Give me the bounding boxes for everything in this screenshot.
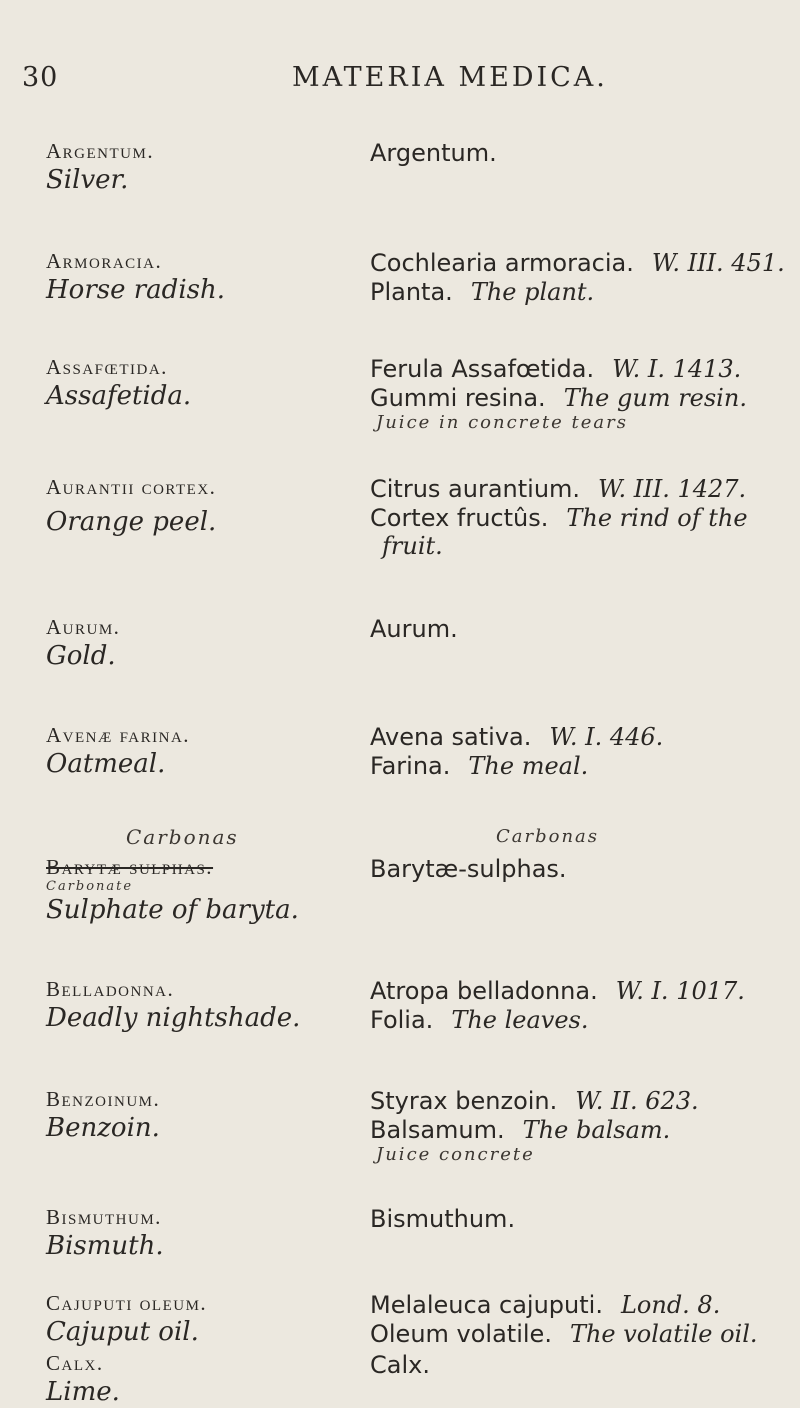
part-latin: Farina. bbox=[370, 752, 451, 780]
source-name: Avena sativa. bbox=[370, 723, 532, 751]
entry-right-column bbox=[370, 1290, 790, 1348]
english-name: Silver. bbox=[46, 165, 129, 195]
entry-right-column bbox=[370, 1086, 790, 1166]
entry-right-column bbox=[370, 1204, 790, 1234]
officinal-name: Belladonna. bbox=[46, 977, 175, 1001]
source-name: Citrus aurantium. bbox=[370, 475, 581, 503]
part-line bbox=[370, 384, 790, 412]
source-name: Barytæ-sulphas. bbox=[370, 855, 567, 883]
entry-left-column bbox=[46, 1350, 336, 1376]
part-line bbox=[370, 752, 790, 780]
entry-right-column bbox=[370, 976, 790, 1034]
english-name: Assafetida. bbox=[46, 381, 192, 411]
reference: W. III. 451. bbox=[651, 249, 785, 277]
source-name: Argentum. bbox=[370, 139, 497, 167]
part-english: The volatile oil. bbox=[569, 1320, 758, 1348]
entry-left-column bbox=[46, 354, 336, 412]
reference: W. III. 1427. bbox=[598, 475, 747, 503]
english-name: Deadly nightshade. bbox=[46, 1003, 301, 1033]
part-english: The leaves. bbox=[451, 1006, 589, 1034]
english-name: Oatmeal. bbox=[46, 749, 166, 779]
reference: W. I. 446. bbox=[549, 723, 664, 751]
officinal-name: Bismuthum. bbox=[46, 1205, 162, 1229]
handwritten-correction-right: Carbonas bbox=[496, 826, 600, 847]
reference: W. I. 1017. bbox=[615, 977, 745, 1005]
page-header bbox=[0, 62, 800, 102]
handwritten-note: Juice in concrete tears bbox=[376, 412, 629, 433]
source-line bbox=[370, 474, 790, 504]
english-name: Sulphate of baryta. bbox=[46, 895, 299, 925]
entry-right-column bbox=[370, 138, 790, 168]
entry-left-column bbox=[46, 976, 336, 1034]
part-latin: Cortex fructûs. bbox=[370, 504, 549, 532]
entry-left-column bbox=[46, 826, 336, 926]
reference: Lond. 8. bbox=[620, 1291, 721, 1319]
part-english-continued: fruit. bbox=[382, 532, 443, 560]
source-name: Ferula Assafœtida. bbox=[370, 355, 595, 383]
entry-right-column bbox=[370, 474, 790, 560]
part-english: The balsam. bbox=[522, 1116, 671, 1144]
source-line bbox=[370, 248, 790, 278]
entry-left-column bbox=[46, 722, 336, 780]
handwritten-correction-under: Carbonate bbox=[46, 879, 134, 894]
entry-left-column bbox=[46, 474, 336, 538]
part-latin: Planta. bbox=[370, 278, 453, 306]
officinal-name: Calx. bbox=[46, 1351, 104, 1375]
part-line bbox=[370, 504, 790, 532]
source-name: Aurum. bbox=[370, 615, 458, 643]
source-name: Bismuthum. bbox=[370, 1205, 516, 1233]
entry-right-column bbox=[370, 826, 790, 884]
handwritten-note: Juice concrete bbox=[376, 1144, 535, 1165]
part-latin: Oleum volatile. bbox=[370, 1320, 552, 1348]
english-name: Cajuput oil. bbox=[46, 1317, 199, 1347]
source-line bbox=[370, 976, 790, 1006]
english-name: Orange peel. bbox=[46, 507, 217, 537]
source-line bbox=[370, 354, 790, 384]
running-title: MATERIA MEDICA. bbox=[292, 62, 608, 93]
part-latin: Balsamum. bbox=[370, 1116, 505, 1144]
officinal-name: Cajuputi oleum. bbox=[46, 1291, 208, 1315]
officinal-name: Armoracia. bbox=[46, 249, 163, 273]
source-line bbox=[370, 722, 790, 752]
entry-left-column bbox=[46, 1290, 336, 1348]
officinal-name: Benzoinum. bbox=[46, 1087, 161, 1111]
english-name: Bismuth. bbox=[46, 1231, 164, 1261]
english-name: Horse radish. bbox=[46, 275, 225, 305]
officinal-name: Aurum. bbox=[46, 615, 121, 639]
english-name: Gold. bbox=[46, 641, 116, 671]
part-english: The plant. bbox=[470, 278, 595, 306]
entry-left-column bbox=[46, 1204, 336, 1262]
reference: W. II. 623. bbox=[575, 1087, 699, 1115]
entry-right-column bbox=[370, 614, 790, 644]
part-line bbox=[370, 278, 790, 306]
officinal-name: Assafœtida. bbox=[46, 355, 168, 379]
part-line bbox=[370, 1116, 790, 1144]
source-name: Styrax benzoin. bbox=[370, 1087, 558, 1115]
entry-right-column bbox=[370, 248, 790, 306]
source-line bbox=[370, 1290, 790, 1320]
part-line-continued bbox=[382, 532, 790, 560]
entry-left-column bbox=[46, 248, 336, 306]
entry-left-column bbox=[46, 138, 336, 196]
officinal-name: Avenæ farina. bbox=[46, 723, 191, 747]
entry-right-column bbox=[370, 354, 790, 434]
english-name-calx: Lime. bbox=[46, 1377, 120, 1407]
part-english: The meal. bbox=[468, 752, 589, 780]
english-name: Benzoin. bbox=[46, 1113, 160, 1143]
officinal-name: Argentum. bbox=[46, 139, 155, 163]
officinal-name: Aurantii cortex. bbox=[46, 475, 217, 499]
part-english: The rind of the bbox=[566, 504, 748, 532]
entry-right-column bbox=[370, 1350, 790, 1380]
entry-left-column bbox=[46, 1086, 336, 1144]
page-number: 30 bbox=[22, 62, 59, 93]
handwritten-correction: Carbonas bbox=[126, 825, 239, 849]
part-line bbox=[370, 1320, 790, 1348]
source-name: Atropa belladonna. bbox=[370, 977, 598, 1005]
source-name: Cochlearia armoracia. bbox=[370, 249, 634, 277]
part-line bbox=[370, 1006, 790, 1034]
officinal-name: Barytæ sulphas. bbox=[46, 855, 214, 879]
source-name: Melaleuca cajuputi. bbox=[370, 1291, 603, 1319]
source-line bbox=[370, 1086, 790, 1116]
part-english: The gum resin. bbox=[563, 384, 747, 412]
part-latin: Gummi resina. bbox=[370, 384, 546, 412]
part-latin: Folia. bbox=[370, 1006, 434, 1034]
entry-right-column bbox=[370, 722, 790, 780]
source-name: Calx. bbox=[370, 1351, 430, 1379]
entry-left-column bbox=[46, 614, 336, 672]
reference: W. I. 1413. bbox=[612, 355, 742, 383]
